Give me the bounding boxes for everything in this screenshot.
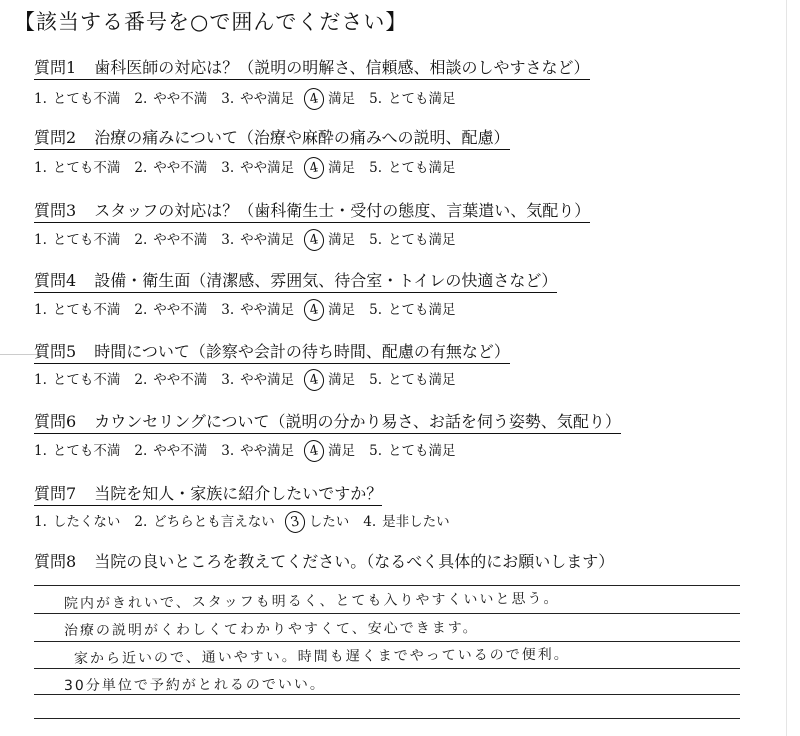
- rating-option-selected[interactable]: [308, 157, 355, 179]
- rating-option[interactable]: [34, 231, 120, 249]
- option-label: とても満足: [388, 302, 456, 318]
- page-edge: [786, 0, 787, 736]
- question-text: スタッフの対応は？（歯科衛生士・受付の態度、言葉遣い、気配り）: [94, 201, 591, 220]
- handwritten-answer-line: 家から近いので、通いやすい。時間も遅くまでやっているので便利。: [73, 646, 570, 667]
- option-label: やや満足: [240, 232, 295, 248]
- option-label: やや不満: [153, 160, 208, 176]
- question-6: [34, 412, 621, 434]
- question-number: 質問5: [34, 342, 77, 361]
- rating-option[interactable]: [134, 301, 207, 319]
- rating-option[interactable]: [134, 442, 207, 460]
- option-number: 2.: [134, 443, 148, 459]
- question-4: [34, 271, 557, 293]
- handwritten-answer-line: 30分単位で予約がとれるのでいい。: [63, 676, 326, 694]
- answer-line: [34, 668, 740, 669]
- option-label: とても不満: [52, 443, 121, 459]
- rating-option[interactable]: [34, 513, 120, 531]
- question-number: 質問2: [34, 128, 77, 147]
- option-number: 3.: [221, 232, 235, 248]
- answer-line: [34, 585, 740, 586]
- circled-option-number: 4: [302, 367, 326, 393]
- option-number: 3.: [221, 372, 235, 388]
- rating-options-q6: [34, 440, 470, 462]
- option-label: とても不満: [52, 302, 121, 318]
- option-number: 1.: [34, 443, 47, 459]
- rating-option-selected[interactable]: [308, 369, 355, 391]
- rating-option-selected[interactable]: [308, 88, 355, 110]
- option-label: とても不満: [52, 160, 121, 176]
- question-number: 質問7: [34, 484, 77, 503]
- rating-option[interactable]: [134, 231, 207, 249]
- rating-option[interactable]: [134, 159, 207, 177]
- question-number: 質問1: [34, 58, 77, 77]
- option-number: 3.: [221, 160, 235, 176]
- page-title: 【該当する番号を○で囲んでください】: [14, 10, 408, 34]
- option-label: したくない: [52, 514, 121, 530]
- question-text: 当院を知人・家族に紹介したいですか？: [94, 484, 383, 503]
- answer-line: [34, 641, 740, 642]
- option-number: 1.: [34, 232, 47, 248]
- question-1: [34, 58, 590, 80]
- handwritten-answer-line: 院内がきれいで、スタッフも明るく、とても入りやすくいいと思う。: [63, 590, 560, 612]
- rating-option[interactable]: [369, 371, 455, 389]
- rating-option[interactable]: [221, 442, 294, 460]
- option-number: 3.: [221, 302, 235, 318]
- question-text: 設備・衛生面（清潔感、雰囲気、待合室・トイレの快適さなど）: [94, 271, 558, 290]
- question-text: 治療の痛みについて（治療や麻酔の痛みへの説明、配慮）: [94, 128, 510, 147]
- rating-option[interactable]: [221, 301, 294, 319]
- question-text: 当院の良いところを教えてください。（なるべく具体的にお願いします）: [94, 552, 615, 571]
- option-label: とても満足: [388, 232, 456, 248]
- option-number: 5.: [369, 232, 383, 248]
- question-8: [34, 552, 614, 573]
- option-label: とても満足: [388, 91, 456, 107]
- option-label: やや満足: [240, 91, 295, 107]
- rating-option[interactable]: [363, 513, 449, 531]
- option-number: 3.: [221, 91, 235, 107]
- option-number: 5.: [369, 302, 383, 318]
- rating-options-q4: [34, 299, 470, 321]
- option-number: 5.: [369, 91, 383, 107]
- option-number: 2.: [134, 514, 148, 530]
- option-label: やや不満: [153, 302, 208, 318]
- rating-options-q2: [34, 157, 470, 179]
- question-number: 質問6: [34, 412, 77, 431]
- option-label: どちらとも言えない: [153, 514, 275, 530]
- rating-option[interactable]: [134, 513, 274, 531]
- question-2: [34, 128, 510, 150]
- rating-option[interactable]: [34, 371, 120, 389]
- option-label: とても満足: [388, 372, 456, 388]
- option-number: 1.: [34, 160, 47, 176]
- option-label: やや満足: [240, 443, 295, 459]
- option-label: 満足: [328, 91, 356, 107]
- option-number: 5.: [369, 372, 383, 388]
- answer-line: [34, 718, 740, 719]
- option-label: とても不満: [52, 91, 121, 107]
- option-number: 2.: [134, 302, 148, 318]
- question-number: 質問3: [34, 201, 77, 220]
- question-5: [34, 342, 510, 364]
- question-number: 質問8: [34, 552, 77, 571]
- option-number: 1.: [34, 372, 47, 388]
- option-label: 是非したい: [382, 514, 450, 530]
- rating-option[interactable]: [34, 301, 120, 319]
- option-label: 満足: [328, 302, 356, 318]
- option-label: とても不満: [52, 372, 121, 388]
- rating-option[interactable]: [369, 301, 455, 319]
- rating-option[interactable]: [221, 371, 294, 389]
- rating-option-selected[interactable]: [308, 229, 355, 251]
- option-number: 2.: [134, 372, 148, 388]
- circled-option-number: 4: [302, 227, 326, 253]
- rating-option[interactable]: [134, 90, 207, 108]
- option-label: 満足: [328, 232, 356, 248]
- option-label: とても満足: [388, 443, 456, 459]
- circled-option-number: 4: [302, 155, 326, 181]
- rating-option-selected[interactable]: [308, 440, 355, 462]
- rating-option[interactable]: [369, 159, 455, 177]
- rating-option[interactable]: [369, 90, 455, 108]
- option-label: やや不満: [153, 443, 208, 459]
- question-text: 時間について（診察や会計の待ち時間、配慮の有無など）: [94, 342, 510, 361]
- rating-option[interactable]: [221, 90, 294, 108]
- rating-options-q1: [34, 88, 470, 110]
- circled-option-number: 4: [302, 297, 326, 323]
- option-label: やや満足: [240, 372, 295, 388]
- rating-options-q5: [34, 369, 470, 391]
- option-label: とても不満: [52, 232, 121, 248]
- option-number: 2.: [134, 232, 148, 248]
- option-label: やや不満: [153, 91, 208, 107]
- rating-option[interactable]: [369, 442, 455, 460]
- option-number: 2.: [134, 91, 148, 107]
- rating-option[interactable]: [134, 371, 207, 389]
- option-number: 1.: [34, 302, 47, 318]
- rating-option[interactable]: [369, 231, 455, 249]
- option-label: やや満足: [240, 160, 295, 176]
- rating-option[interactable]: [34, 90, 120, 108]
- option-number: 2.: [134, 160, 148, 176]
- rating-option-selected[interactable]: [308, 299, 355, 321]
- rating-option[interactable]: [34, 442, 120, 460]
- circled-option-number: 3: [283, 509, 307, 535]
- option-label: やや不満: [153, 372, 208, 388]
- question-number: 質問4: [34, 271, 77, 290]
- rating-option[interactable]: [221, 159, 294, 177]
- option-label: 満足: [328, 160, 356, 176]
- question-7: [34, 484, 382, 506]
- option-number: 4.: [363, 514, 377, 530]
- option-number: 5.: [369, 443, 383, 459]
- option-label: やや不満: [153, 232, 208, 248]
- handwritten-answer-line: 治療の説明がくわしくてわかりやすくて、安心できます。: [63, 620, 479, 639]
- option-label: とても満足: [388, 160, 456, 176]
- answer-line: [34, 613, 740, 614]
- option-label: したい: [308, 514, 350, 530]
- option-number: 5.: [369, 160, 383, 176]
- option-label: やや満足: [240, 302, 295, 318]
- option-number: 1.: [34, 91, 47, 107]
- question-text: 歯科医師の対応は？（説明の明解さ、信頼感、相談のしやすさなど）: [94, 58, 590, 77]
- rating-option[interactable]: [221, 231, 294, 249]
- option-number: 3.: [221, 443, 235, 459]
- option-label: 満足: [328, 372, 356, 388]
- circled-option-number: 4: [302, 438, 326, 464]
- rating-option[interactable]: [34, 159, 120, 177]
- question-3: [34, 201, 590, 223]
- option-number: 1.: [34, 514, 47, 530]
- rating-options-q7: [34, 511, 464, 533]
- circled-option-number: 4: [302, 86, 326, 112]
- rating-options-q3: [34, 229, 470, 251]
- option-label: 満足: [328, 443, 356, 459]
- question-text: カウンセリングについて（説明の分かり易さ、お話を伺う姿勢、気配り）: [94, 412, 621, 431]
- rating-option-selected[interactable]: [289, 511, 350, 533]
